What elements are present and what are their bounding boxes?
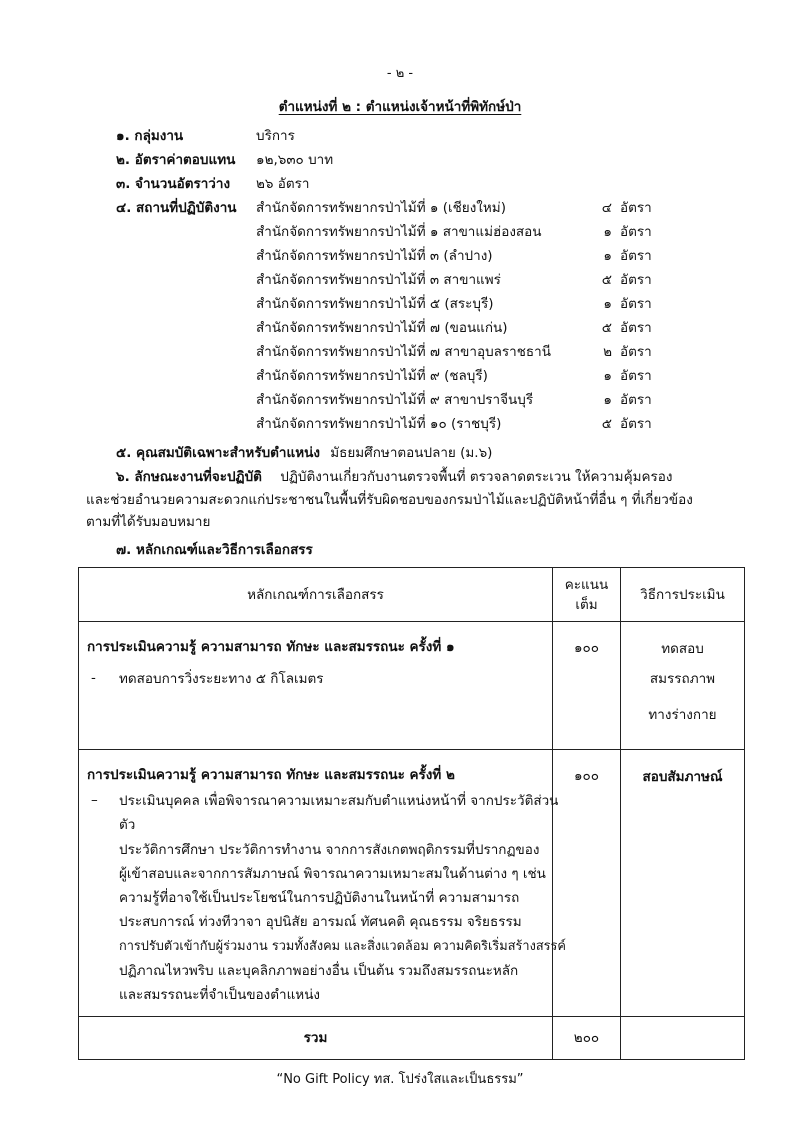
criteria-bullet [87,667,544,691]
criteria-heading-2: การประเมินความรู้ ความสามารถ ทักษะ และสมรรถนะ ครั้งที่ ๒ [87,767,455,783]
workplace-count: ๕ [601,416,612,432]
workplace-name: สำนักจัดการทรัพยากรป่าไม้ที่ ๑๐ (ราชบุรี) [256,416,502,432]
position-title [0,95,800,117]
score-cell: ๑๐๐ [553,622,621,750]
table-header-row [79,568,745,622]
bullet-text [119,789,566,1008]
workplace-unit: อัตรา [620,296,652,312]
duties-line-2: และช่วยอำนวยความสะดวกแก่ประชาชนในพื้นที่รับผิดชอบของกรมป่าไม้และปฏิบัติหน้าที่อื่น ๆ ที่เกี่ยวข้อง [86,491,693,508]
salary-label: ๒. อัตราค่าตอบแทน [116,152,236,168]
workplace-unit: อัตรา [620,344,652,360]
workplace-count: ๑ [603,224,612,240]
workplace-name: สำนักจัดการทรัพยากรป่าไม้ที่ ๓ (ลำปาง) [256,248,493,264]
bullet-line: ปฏิภาณไหวพริบ และบุคลิกภาพอย่างอื่น เป็นต้น รวมถึงสมรรถนะหลัก [119,963,519,980]
criteria-cell [79,750,566,1017]
bullet-line: การปรับตัวเข้ากับผู้ร่วมงาน รวมทั้งสังคม และสิ่งแวดล้อม ความคิดริเริ่มสร้างสรรค์ [119,938,566,954]
header-score-line-2: เต็ม [575,596,598,613]
workplace-name: สำนักจัดการทรัพยากรป่าไม้ที่ ๙ (ชลบุรี) [256,368,488,384]
duties-paragraph [86,466,726,534]
bullet-line: ความรู้ที่อาจใช้เป็นประโยชน์ในการปฏิบัติงานในหน้าที่ ความสามารถ [119,890,520,907]
qualification-row [116,442,492,464]
criteria-cell [79,622,553,750]
bullet-text: ทดสอบการวิ่งระยะทาง ๕ กิโลเมตร [119,671,324,687]
footer-policy: “No Gift Policy ทส. โปร่งใสและเป็นธรรม” [276,1072,524,1087]
qualification-label: ๕. คุณสมบัติเฉพาะสำหรับตำแหน่ง [116,445,320,461]
workplace-name: สำนักจัดการทรัพยากรป่าไม้ที่ ๑ สาขาแม่ฮ่องสอน [256,224,542,240]
workplace-count: ๒ [603,344,612,360]
workplace-unit: อัตรา [620,392,652,408]
criteria-bullet [87,789,566,1008]
vacancies-value: ๒๖ อัตรา [256,176,310,192]
workplace-unit: อัตรา [620,320,652,336]
group-label: ๑. กลุ่มงาน [116,128,184,144]
workplace-count: ๑ [603,296,612,312]
method-line-1: ทดสอบ [661,641,704,657]
criteria-heading: ๗. หลักเกณฑ์และวิธีการเลือกสรร [116,542,313,558]
bullet-line: ประเมินบุคคล เพื่อพิจารณาความเหมาะสมกับตำแหน่งหน้าที่ จากประวัติส่วนตัว [119,793,559,834]
score-cell: ๑๐๐ [553,750,621,1017]
table-row [79,622,745,750]
workplace-unit: อัตรา [620,368,652,384]
salary-value: ๑๒,๖๓๐ บาท [256,152,334,168]
duties-label: ๖. ลักษณะงานที่จะปฏิบัติ [116,469,262,485]
workplace-name: สำนักจัดการทรัพยากรป่าไม้ที่ ๓ สาขาแพร่ [256,272,501,288]
header-score [553,568,621,622]
method-cell [621,622,745,750]
method-line-1: สอบสัมภาษณ์ [642,769,723,785]
workplace-unit: อัตรา [620,200,652,216]
workplace-count: ๔ [601,200,612,216]
workplace-name: สำนักจัดการทรัพยากรป่าไม้ที่ ๙ สาขาปราจีนบุรี [256,392,534,408]
bullet-line: ประสบการณ์ ท่วงทีวาจา อุปนิสัย อารมณ์ ทัศนคติ คุณธรรม จริยธรรม [119,914,522,931]
workplace-count: ๑ [603,368,612,384]
table-row [79,750,745,1017]
workplace-unit: อัตรา [620,224,652,240]
duties-line-3: ตามที่ได้รับมอบหมาย [86,514,211,530]
workplace-count: ๑ [603,248,612,264]
group-value: บริการ [256,128,295,144]
workplace-unit: อัตรา [620,416,652,432]
workplace-count: ๑ [603,392,612,408]
page-number: - ๒ - [386,66,414,81]
selection-criteria-table [78,567,745,1060]
method-cell [621,750,745,1017]
vacancies-label: ๓. จำนวนอัตราว่าง [116,176,231,192]
bullet-line: และสมรรถนะที่จำเป็นของตำแหน่ง [119,987,321,1004]
header-score-line-1: คะแนน [564,576,609,593]
workplace-label: ๔. สถานที่ปฏิบัติงาน [116,200,237,216]
total-empty-cell [621,1016,745,1059]
workplace-unit: อัตรา [620,272,652,288]
workplace-unit: อัตรา [620,248,652,264]
total-label: รวม [79,1016,553,1059]
qualification-value: มัธยมศึกษาตอนปลาย (ม.๖) [330,445,493,461]
table-total-row [79,1016,745,1059]
workplace-name: สำนักจัดการทรัพยากรป่าไม้ที่ ๑ (เชียงใหม่) [256,200,506,216]
header-method: วิธีการประเมิน [621,568,745,622]
method-line-2: สมรรถภาพ [649,671,716,687]
header-criteria: หลักเกณฑ์การเลือกสรร [79,568,553,622]
bullet-dash: – [91,792,98,808]
workplace-name: สำนักจัดการทรัพยากรป่าไม้ที่ ๗ (ขอนแก่น) [256,320,508,336]
workplace-name: สำนักจัดการทรัพยากรป่าไม้ที่ ๕ (สระบุรี) [256,296,494,312]
total-value: ๒๐๐ [553,1016,621,1059]
workplace-count: ๕ [601,320,612,336]
method-line-3: ทางร่างกาย [648,707,717,723]
criteria-heading-1: การประเมินความรู้ ความสามารถ ทักษะ และสมรรถนะ ครั้งที่ ๑ [87,639,455,655]
duties-line-1: ปฏิบัติงานเกี่ยวกับงานตรวจพื้นที่ ตรวจลาดตระเวน ให้ความคุ้มครอง [280,469,673,485]
workplace-name: สำนักจัดการทรัพยากรป่าไม้ที่ ๗ สาขาอุบลราชธานี [256,344,551,360]
position-title-text: ตำแหน่งที่ ๒ : ตำแหน่งเจ้าหน้าที่พิทักษ์ป่า [278,99,522,115]
bullet-line: ประวัติการศึกษา ประวัติการทำงาน จากการสังเกตพฤติกรรมที่ปรากฏของ [119,841,540,858]
bullet-line: ผู้เข้าสอบและจากการสัมภาษณ์ พิจารณาความเหมาะสมในด้านต่าง ๆ เช่น [119,865,546,882]
workplace-count: ๕ [601,272,612,288]
bullet-dash: - [91,670,96,686]
